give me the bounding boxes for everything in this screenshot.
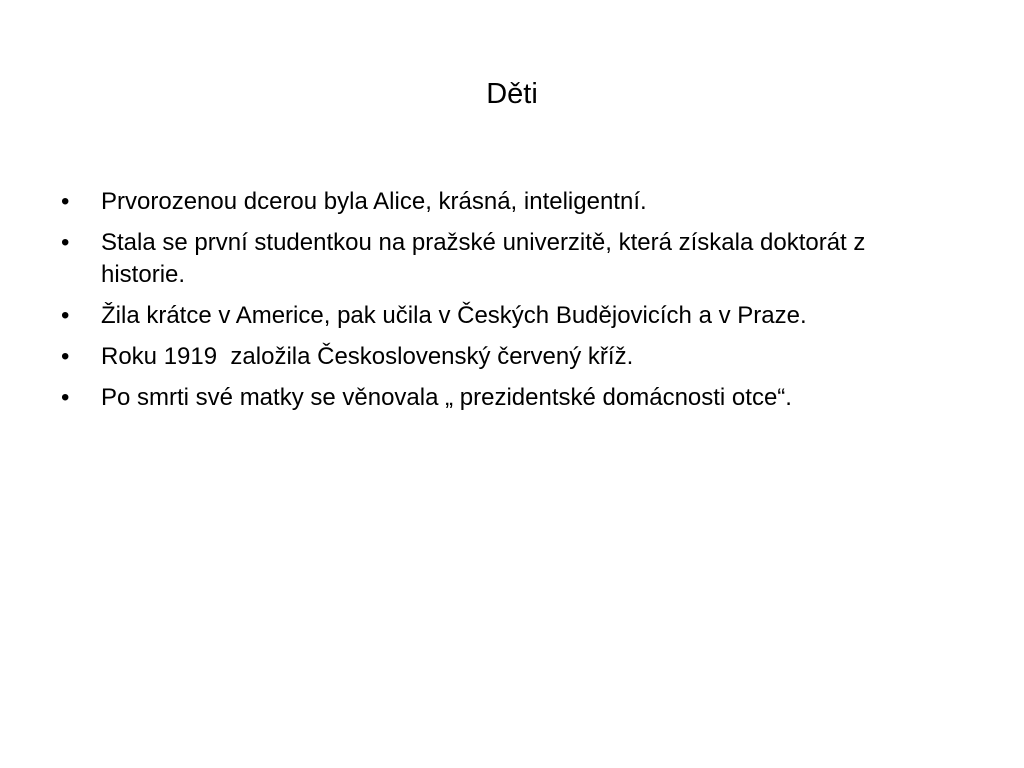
bullet-icon: • <box>61 302 70 329</box>
bullet-text: Stala se první studentkou na pražské univerzitě, která získala doktorát z historie. <box>101 229 866 288</box>
bullet-icon: • <box>61 229 70 256</box>
bullet-text: Roku 1919 založila Československý červený kříž. <box>101 343 634 370</box>
bullet-icon: • <box>61 384 70 411</box>
bullet-icon: • <box>61 188 70 215</box>
bullet-item <box>56 341 956 373</box>
bullet-item <box>56 186 956 218</box>
bullet-text: Žila krátce v Americe, pak učila v Českých Budějovicích a v Praze. <box>101 302 807 329</box>
bullet-item <box>56 227 956 291</box>
bullet-list <box>56 186 956 423</box>
slide-title: Děti <box>486 78 538 110</box>
bullet-text: Prvorozenou dcerou byla Alice, krásná, inteligentní. <box>101 188 647 215</box>
bullet-item <box>56 300 956 332</box>
bullet-icon: • <box>61 343 70 370</box>
bullet-item <box>56 382 956 414</box>
bullet-text: Po smrti své matky se věnovala „ prezidentské domácnosti otce“. <box>101 384 792 411</box>
